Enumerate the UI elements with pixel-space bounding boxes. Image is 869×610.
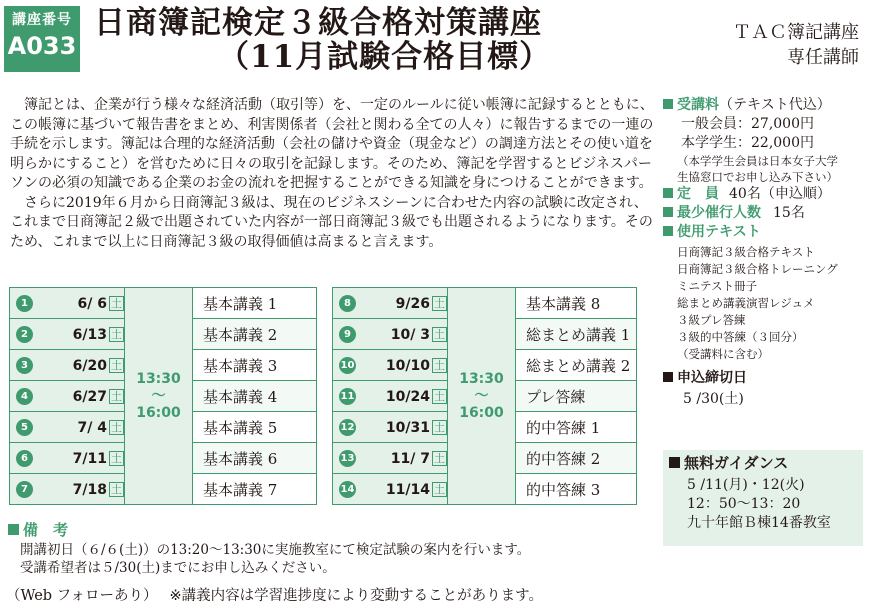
square-bullet-icon [663,207,673,217]
session-weekday: 土 [434,328,445,342]
session-date-cell [333,412,448,443]
session-topic: 基本講義 5 [193,412,317,443]
schedule-table-right [332,287,637,505]
instructor-line-2: 専任講師 [787,47,859,68]
square-bullet-icon [663,372,673,382]
session-topic: 基本講義 4 [193,381,317,412]
session-date-cell [333,288,448,319]
session-number: 3 [16,357,33,374]
session-date: 10/31 [385,419,430,436]
session-date: 6/ 6 [77,295,107,312]
session-topic: 総まとめ講義 2 [516,350,637,381]
guidance-place: 九十年館Ｂ棟14番教室 [687,515,831,531]
guidance-time: 12：50～13：20 [687,496,801,512]
instructor-line-1: ＴＡＣ簿記講座 [733,22,859,43]
session-number: 1 [16,295,33,312]
notes-line-2: 受講希望者は５/30(土)までにお申し込みください。 [20,560,336,576]
text-item: 日商簿記３級合格トレーニング [677,262,838,276]
session-date-cell [333,381,448,412]
session-weekday: 土 [111,483,122,497]
text-item: （受講料に含む） [677,347,769,361]
capacity-row [663,185,869,204]
title-line-2: （11月試験合格目標） [218,39,552,75]
session-number: 9 [339,326,356,343]
square-bullet-icon [8,524,19,535]
session-date: 11/14 [385,481,430,498]
session-topic: 基本講義 6 [193,443,317,474]
session-weekday: 土 [111,359,122,373]
session-date: 6/13 [72,326,107,343]
session-date: 7/ 4 [77,419,107,436]
time-separator: ～ [474,387,489,404]
course-code-badge [4,6,80,72]
session-number: 7 [16,481,33,498]
session-number: 6 [16,450,33,467]
session-date: 6/20 [72,357,107,374]
text-title: 使用テキスト [677,224,761,240]
minimum-title: 最少催行人数 [677,205,761,221]
fee-heading [663,96,869,115]
session-number: 13 [339,450,356,467]
guidance-title: 無料ガイダンス [684,454,789,472]
session-weekday: 土 [111,421,122,435]
session-weekday: 土 [434,421,445,435]
session-date-cell [333,474,448,505]
session-date: 9/26 [395,295,430,312]
square-bullet-icon [663,188,673,198]
change-note: ※講義内容は学習進捗度により変動することがあります。 [169,588,543,604]
intro-paragraph-2: さらに2019年６月から日商簿記３級は、現在のビジネスシーンに合わせた内容の試験に改定され、これまで日商簿記２級で出題されていた内容が一部日商簿記３級でも出題されるようになります。そのため、これまで以上に日商簿記３級の取得価値は高まると言えます。 [10,194,653,250]
session-weekday: 土 [111,328,122,342]
session-weekday: 土 [434,359,445,373]
web-follow-note: （Web フォローあり） [6,588,158,604]
session-topic: 的中答練 1 [516,412,637,443]
course-info [663,96,869,409]
session-weekday: 土 [434,483,445,497]
session-number: 10 [339,357,356,374]
notes [20,541,530,577]
minimum-value: 15名 [773,205,805,221]
fee-note-2: 生協窓口でお申し込み下さい） [677,170,838,184]
course-code: A033 [7,32,77,60]
session-number: 5 [16,419,33,436]
session-weekday: 土 [434,390,445,404]
instructor [733,20,859,70]
session-date: 6/27 [72,388,107,405]
session-topic: 基本講義 2 [193,319,317,350]
session-time [125,288,193,505]
session-date-cell [10,350,125,381]
session-date: 10/10 [385,357,430,374]
fee-general: 一般会員：27,000円 [681,116,814,132]
square-bullet-icon [669,457,680,468]
session-date-cell [10,288,125,319]
intro-text [10,96,655,252]
minimum-row [663,204,869,223]
capacity-title: 定 員 [677,186,719,202]
schedule-table-left [9,287,317,505]
session-topic: プレ答練 [516,381,637,412]
session-topic: 的中答練 2 [516,443,637,474]
session-weekday: 土 [111,390,122,404]
session-number: 4 [16,388,33,405]
text-item: ３級プレ答練 [677,313,746,327]
schedule-row [10,288,317,319]
page-title [94,6,694,74]
text-item: ３級的中答練（３回分） [677,330,804,344]
session-date: 7/18 [72,481,107,498]
text-item: ミニテスト冊子 [677,279,758,293]
session-number: 8 [339,295,356,312]
session-topic: 総まとめ講義 1 [516,319,637,350]
deadline-heading [663,369,869,388]
guidance-heading [669,454,863,473]
session-date-cell [10,381,125,412]
title-line-1: 日商簿記検定３級合格対策講座 [94,5,542,41]
deadline-title: 申込締切日 [677,370,747,386]
notes-title: 備 考 [23,521,69,539]
session-date-cell [10,474,125,505]
session-topic: 基本講義 1 [193,288,317,319]
square-bullet-icon [663,226,673,236]
session-date-cell [333,319,448,350]
fee-subtitle: （テキスト代込） [719,97,831,113]
time-separator: ～ [151,387,166,404]
session-number: 12 [339,419,356,436]
session-date-cell [333,350,448,381]
session-date-cell [10,443,125,474]
guidance-date: 5 /11(月)・12(火) [687,477,805,493]
session-number: 2 [16,326,33,343]
schedule-row [333,288,637,319]
session-topic: 的中答練 3 [516,474,637,505]
text-heading [663,223,869,242]
session-date: 10/24 [385,388,430,405]
footer [6,586,555,606]
session-weekday: 土 [111,452,122,466]
session-date: 11/ 7 [390,450,430,467]
text-item: 総まとめ講義演習レジュメ [677,296,815,310]
session-topic: 基本講義 7 [193,474,317,505]
fee-note-1: （本学学生会員は日本女子大学 [677,154,838,168]
time-start: 13:30 [136,370,181,387]
fee-student: 本学学生：22,000円 [681,135,814,151]
notes-heading [8,519,68,540]
text-item: 日商簿記３級合格テキスト [677,245,815,259]
text-list [663,244,869,363]
session-time [448,288,516,505]
session-topic: 基本講義 8 [516,288,637,319]
time-start: 13:30 [459,370,504,387]
session-date-cell [10,412,125,443]
deadline-value: 5 /30(土) [683,391,744,407]
session-weekday: 土 [434,452,445,466]
intro-paragraph-1: 簿記とは、企業が行う様々な経済活動（取引等）を、一定のルールに従い帳簿に記録するとともに、この帳簿に基づいて報告書をまとめ、利害関係者（会社と関わる全ての人々）に報告するまでの一連の手続を示します。簿記は合理的な経済活動（会社の儲けや資金（現金など）の調達方法とその使い道を明らかにすること）を営むために日々の取引を記録します。そのため、簿記を学習するとビジネスパーソンの必須の知識である企業のお金の流れを把握することができる知識を身につけることができます。 [10,97,654,191]
session-weekday: 土 [111,297,122,311]
time-end: 16:00 [459,404,504,421]
session-number: 11 [339,388,356,405]
free-guidance-box [663,450,863,546]
session-date: 7/11 [72,450,107,467]
session-topic: 基本講義 3 [193,350,317,381]
session-weekday: 土 [434,297,445,311]
time-end: 16:00 [136,404,181,421]
course-code-label: 講座番号 [12,12,72,28]
notes-line-1: 開講初日（６/６(土)）の13:20～13:30に実施教室にて検定試験の案内を行います。 [20,542,531,558]
square-bullet-icon [663,99,673,109]
session-number: 14 [339,481,356,498]
fee-title: 受講料 [677,97,719,113]
capacity-value: 40名（申込順） [729,186,831,202]
session-date-cell [10,319,125,350]
session-date: 10/ 3 [390,326,430,343]
session-date-cell [333,443,448,474]
